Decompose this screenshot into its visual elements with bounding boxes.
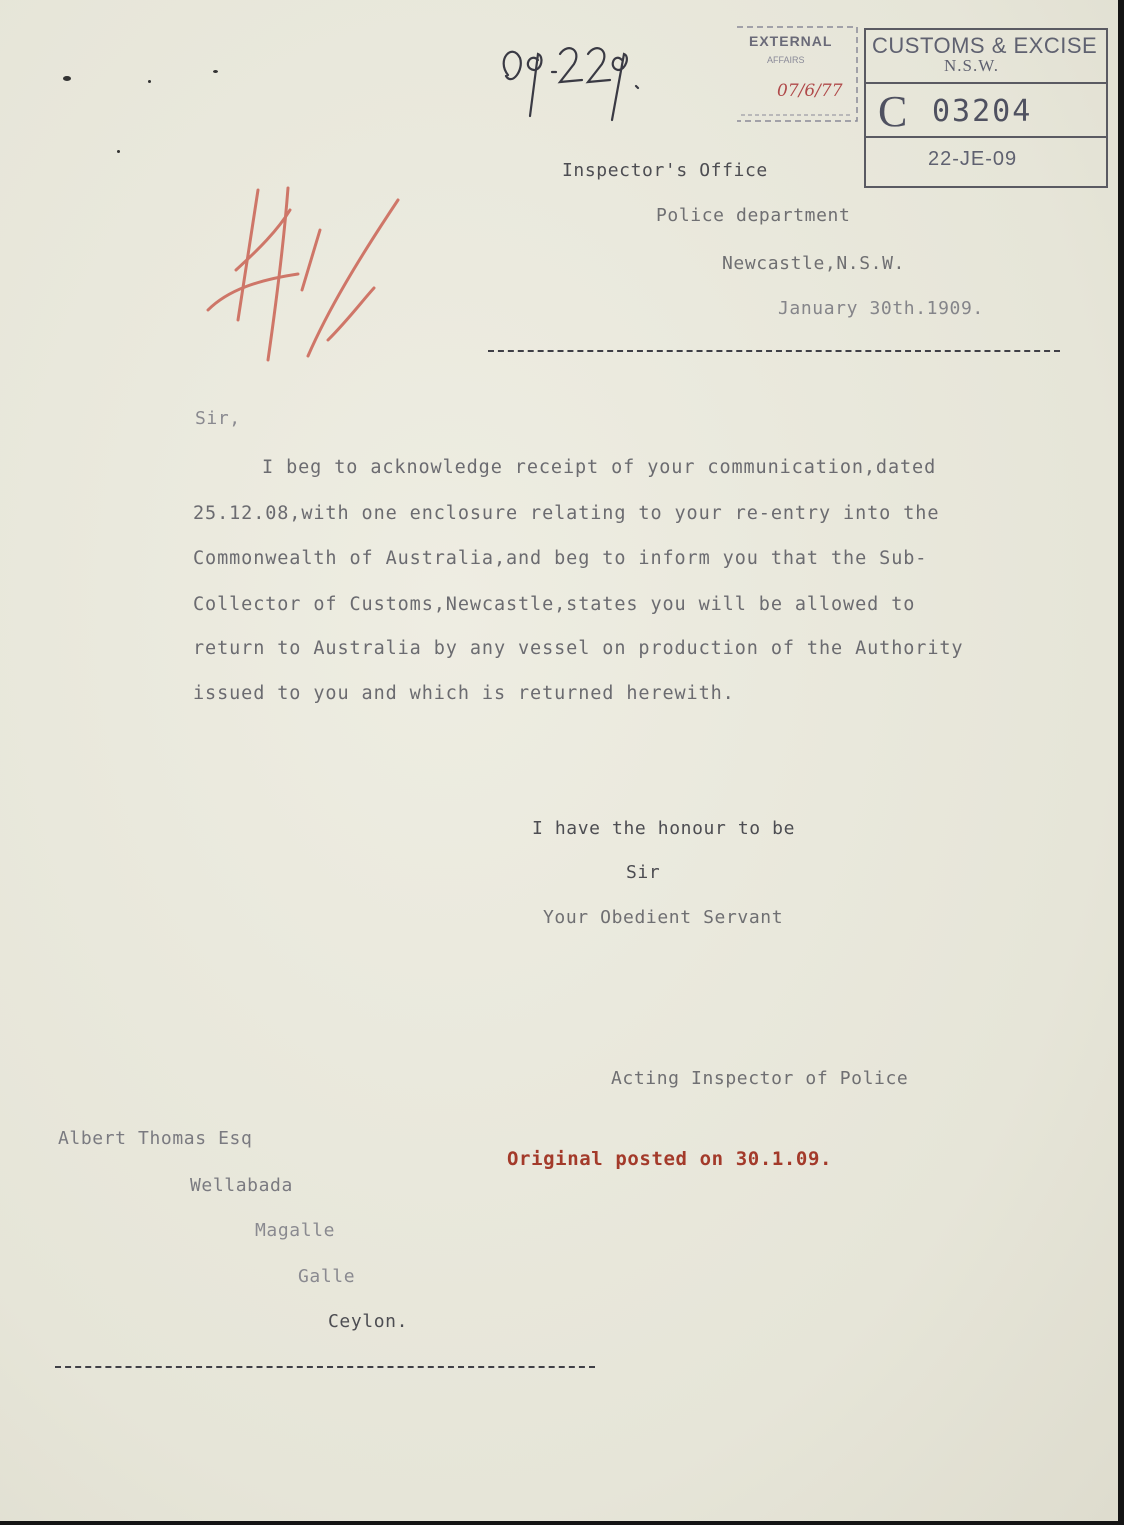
ink-speck bbox=[148, 80, 151, 83]
stamp-number-row bbox=[866, 84, 1106, 138]
external-stamp-sub: AFFAIRS bbox=[767, 55, 805, 65]
closing-servant: Your Obedient Servant bbox=[543, 907, 784, 928]
body-line: issued to you and which is returned herewith. bbox=[193, 683, 735, 704]
body-line: 25.12.08,with one enclosure relating to your re-entry into the bbox=[193, 503, 940, 524]
external-stamp-date: 07/6/77 bbox=[777, 81, 843, 101]
external-stamp-label: EXTERNAL bbox=[749, 33, 833, 49]
stamp-number: 03204 bbox=[932, 94, 1033, 129]
ink-speck bbox=[63, 76, 71, 81]
scan-edge-bottom bbox=[0, 1521, 1124, 1525]
stamp-title: CUSTOMS & EXCISE bbox=[872, 33, 1098, 58]
salutation: Sir, bbox=[195, 408, 241, 429]
scan-edge-right bbox=[1118, 0, 1124, 1525]
red-handwritten-initials bbox=[198, 170, 428, 370]
letter-date: January 30th.1909. bbox=[778, 298, 984, 319]
stamp-state: N.S.W. bbox=[944, 56, 999, 75]
header-rule bbox=[488, 350, 1060, 352]
stamp-date: 22-JE-09 bbox=[928, 148, 1018, 170]
stamp-title-row bbox=[866, 30, 1106, 84]
body-line: I beg to acknowledge receipt of your communication,dated bbox=[262, 457, 937, 478]
closing-line: I have the honour to be bbox=[532, 818, 796, 839]
handwritten-file-number bbox=[490, 20, 660, 130]
body-line: Commonwealth of Australia,and beg to inform you that the Sub- bbox=[193, 548, 928, 569]
recipient-name: Albert Thomas Esq bbox=[58, 1128, 253, 1149]
customs-excise-stamp bbox=[864, 28, 1108, 188]
footer-rule bbox=[55, 1366, 595, 1368]
address-line: Wellabada bbox=[190, 1175, 293, 1196]
location: Newcastle,N.S.W. bbox=[722, 253, 905, 274]
address-line: Magalle bbox=[255, 1220, 336, 1241]
address-line: Ceylon. bbox=[328, 1311, 409, 1332]
address-line: Galle bbox=[298, 1266, 356, 1287]
external-affairs-stamp bbox=[733, 25, 859, 123]
closing-sir: Sir bbox=[626, 862, 661, 883]
department-name: Police department bbox=[656, 205, 851, 226]
ink-speck bbox=[117, 150, 120, 153]
signature-title: Acting Inspector of Police bbox=[611, 1068, 909, 1089]
office-name: Inspector's Office bbox=[562, 160, 768, 181]
ink-speck bbox=[213, 70, 218, 73]
posted-note: Original posted on 30.1.09. bbox=[507, 1148, 833, 1170]
body-line: return to Australia by any vessel on production of the Authority bbox=[193, 638, 964, 659]
stamp-letter: C bbox=[878, 87, 908, 136]
body-line: Collector of Customs,Newcastle,states you will be allowed to bbox=[193, 594, 916, 615]
